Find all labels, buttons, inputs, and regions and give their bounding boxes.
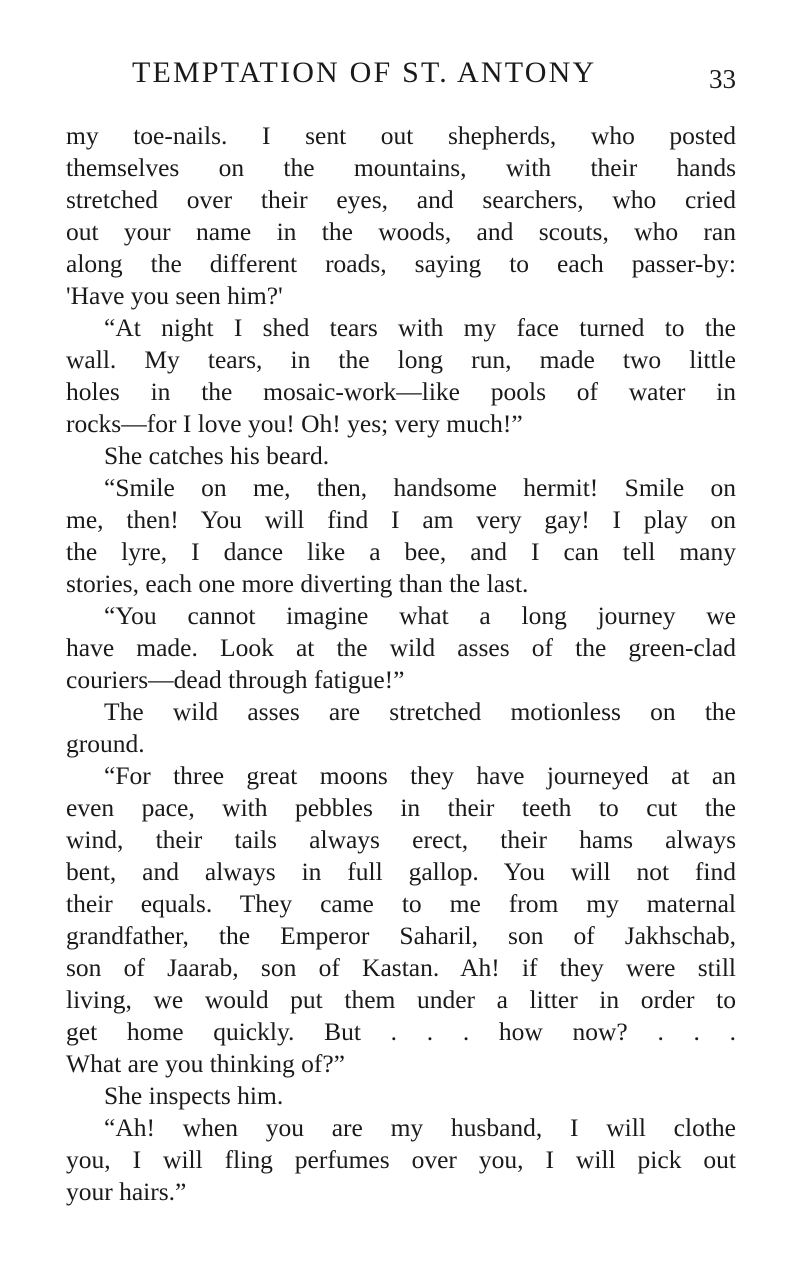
text-line: stories, each one more diverting than the last. <box>66 569 529 598</box>
text-line: grandfather, the Emperor Saharil, son of Jakhschab, <box>66 921 736 950</box>
body-text <box>66 120 736 1208</box>
text-line: wind, their tails always erect, their hams always <box>66 825 736 854</box>
text-line: bent, and always in full gallop. You will not find <box>66 857 736 886</box>
text-line: themselves on the mountains, with their hands <box>66 153 736 182</box>
text-line: living, we would put them under a litter in order to <box>66 985 736 1014</box>
text-line: What are you thinking of?” <box>66 1049 345 1078</box>
text-line: their equals. They came to me from my maternal <box>66 889 736 918</box>
page-number: 33 <box>709 64 736 94</box>
text-line: holes in the mosaic-work—like pools of water in <box>66 377 736 406</box>
text-line: son of Jaarab, son of Kastan. Ah! if they were still <box>66 953 736 982</box>
text-line: ground. <box>66 729 145 758</box>
text-line: She inspects him. <box>104 1081 284 1110</box>
text-line: 'Have you seen him?' <box>66 281 283 310</box>
text-line: get home quickly. But . . . how now? . . . <box>66 1017 736 1046</box>
text-line: “At night I shed tears with my face turned to the <box>104 313 736 342</box>
text-line: my toe-nails. I sent out shepherds, who posted <box>66 121 736 150</box>
text-line: the lyre, I dance like a bee, and I can tell many <box>66 537 736 566</box>
text-line: The wild asses are stretched motionless on the <box>104 697 736 726</box>
text-line: have made. Look at the wild asses of the green-clad <box>66 633 736 662</box>
text-line: even pace, with pebbles in their teeth to cut the <box>66 793 736 822</box>
text-line: along the different roads, saying to each passer-by: <box>66 249 736 278</box>
text-line: “Ah! when you are my husband, I will clothe <box>104 1113 736 1142</box>
running-head <box>66 56 736 96</box>
text-line: your hairs.” <box>66 1177 187 1206</box>
text-line: stretched over their eyes, and searchers, who cried <box>66 185 736 214</box>
running-title: TEMPTATION OF ST. ANTONY <box>132 56 597 89</box>
text-line: rocks—for I love you! Oh! yes; very much!” <box>66 409 523 438</box>
text-line: She catches his beard. <box>104 441 330 470</box>
text-line: you, I will fling perfumes over you, I will pick out <box>66 1145 736 1174</box>
text-line: wall. My tears, in the long run, made two little <box>66 345 736 374</box>
text-line: “You cannot imagine what a long journey we <box>104 601 736 630</box>
text-line: couriers—dead through fatigue!” <box>66 665 405 694</box>
text-line: me, then! You will find I am very gay! I play on <box>66 505 736 534</box>
text-line: “For three great moons they have journeyed at an <box>104 761 736 790</box>
text-line: “Smile on me, then, handsome hermit! Smile on <box>104 473 736 502</box>
text-line: out your name in the woods, and scouts, who ran <box>66 217 736 246</box>
